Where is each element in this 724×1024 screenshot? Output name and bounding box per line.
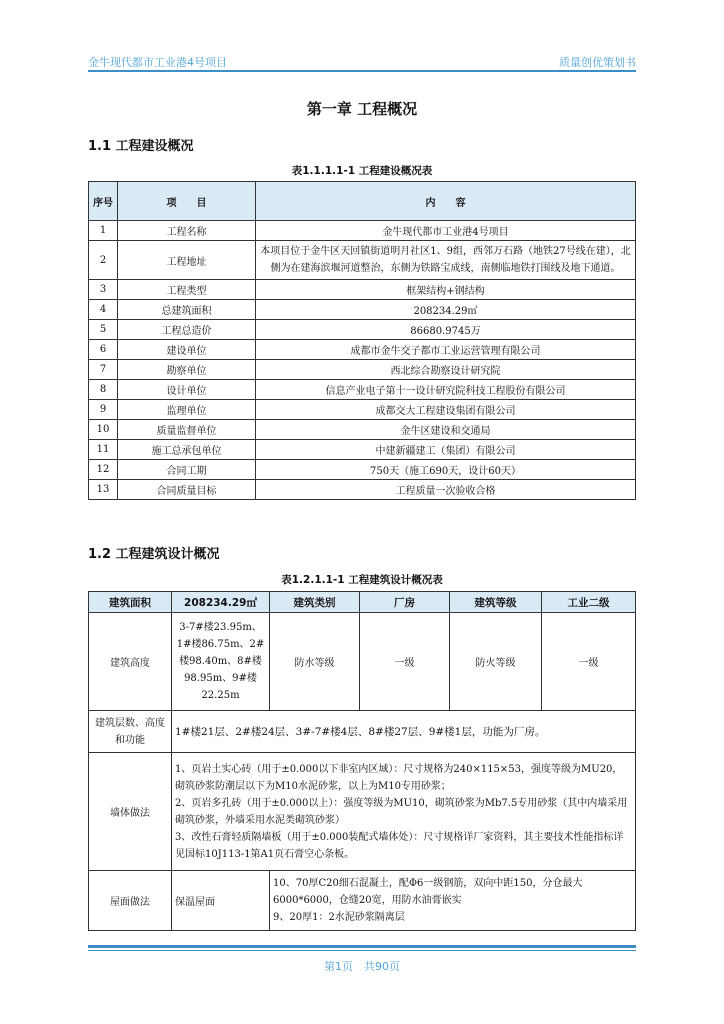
wall-label: 墙体做法: [89, 753, 172, 871]
height-label: 建筑高度: [89, 613, 172, 711]
row-content: 208234.29㎡: [256, 300, 636, 320]
row-index: 3: [89, 280, 118, 300]
wall-value: [172, 753, 636, 871]
row-item: 工程地址: [118, 241, 256, 280]
header-doc-title: 质量创优策划书: [559, 56, 636, 69]
table-row: [89, 320, 636, 340]
category-label: 建筑类别: [270, 592, 360, 613]
row-content: 750天（施工690天，设计60天）: [256, 460, 636, 480]
table-header-row: [89, 592, 636, 613]
table-row: [89, 300, 636, 320]
row-index: 2: [89, 241, 118, 280]
roof-label: 屋面做法: [89, 871, 172, 931]
floors-row: [89, 711, 636, 753]
chapter-title: 第一章 工程概况: [306, 100, 418, 118]
table-row: [89, 460, 636, 480]
row-item: 工程类型: [118, 280, 256, 300]
area-label: 建筑面积: [89, 592, 172, 613]
row-content: 成都交大工程建设集团有限公司: [256, 400, 636, 420]
floors-label: 建筑层数、高度和功能: [89, 711, 172, 753]
roof-row: [89, 871, 636, 931]
col-header-index: 序号: [89, 182, 118, 221]
page-header: [88, 54, 636, 68]
table-header-row: [89, 182, 636, 221]
row-item: 监理单位: [118, 400, 256, 420]
grade-value: 工业二级: [542, 592, 636, 613]
row-content: 西北综合勘察设计研究院: [256, 360, 636, 380]
row-index: 8: [89, 380, 118, 400]
roof-value: [270, 871, 636, 931]
row-content: 框架结构+钢结构: [256, 280, 636, 300]
fire-label: 防火等级: [450, 613, 542, 711]
grade-label: 建筑等级: [450, 592, 542, 613]
category-value: 厂房: [360, 592, 450, 613]
table2-caption: 表1.2.1.1-1 工程建筑设计概况表: [281, 574, 443, 586]
roof-sub-label: 保温屋面: [172, 871, 270, 931]
waterproof-label: 防水等级: [270, 613, 360, 711]
table-row: [89, 340, 636, 360]
height-row: [89, 613, 636, 711]
row-index: 11: [89, 440, 118, 460]
row-index: 6: [89, 340, 118, 360]
row-item: 工程总造价: [118, 320, 256, 340]
row-item: 勘察单位: [118, 360, 256, 380]
row-content: 信息产业电子第十一设计研究院科技工程股份有限公司: [256, 380, 636, 400]
wall-line-3: 3、改性石膏轻质隔墙板（用于±0.000装配式墙体处）：尺寸规格详厂家资料，其主要技术性能指标详见国标10J113-1第A1页石膏空心条板。: [175, 831, 624, 860]
wall-row: [89, 753, 636, 871]
height-value: 3-7#楼23.95m、1#楼86.75m、2#楼98.40m、8#楼98.95m、9#楼22.25m: [172, 613, 270, 711]
table1-caption: 表1.1.1.1-1 工程建设概况表: [291, 165, 433, 177]
col-header-content: 内 容: [256, 182, 636, 221]
row-index: 9: [89, 400, 118, 420]
table-row: [89, 480, 636, 500]
table-row: [89, 360, 636, 380]
floors-value: 1#楼21层、2#楼24层、3#-7#楼4层、8#楼27层、9#楼1层，功能为厂房。: [172, 711, 636, 753]
table-row: [89, 280, 636, 300]
section-title-1: 1.1 工程建设概况: [88, 139, 194, 154]
project-overview-table: [88, 181, 636, 500]
row-index: 13: [89, 480, 118, 500]
row-index: 12: [89, 460, 118, 480]
row-index: 10: [89, 420, 118, 440]
footer-divider: [88, 945, 636, 948]
row-item: 质量监督单位: [118, 420, 256, 440]
row-content: 86680.9745万: [256, 320, 636, 340]
row-item: 合同工期: [118, 460, 256, 480]
row-content: 金牛现代都市工业港4号项目: [256, 221, 636, 241]
page-number: 第1页 共90页: [324, 960, 400, 973]
row-item: 总建筑面积: [118, 300, 256, 320]
row-item: 建设单位: [118, 340, 256, 360]
roof-line-1: 10、70厚C20细石混凝土，配Φ6一级钢筋，双向中距150，分仓最大6000*6000，仓缝20宽，用防水油膏嵌实: [273, 878, 583, 906]
row-item: 施工总承包单位: [118, 440, 256, 460]
roof-line-2: 9、20厚1：2水泥砂浆隔离层: [273, 912, 405, 923]
fire-value: 一级: [542, 613, 636, 711]
wall-line-1: 1、页岩土实心砖（用于±0.000以下非室内区域）：尺寸规格为240×115×53，强度等级为MU20，砌筑砂浆防潮层以下为M10水泥砂浆，以上为M10专用砂浆；: [175, 763, 623, 792]
row-content: 金牛区建设和交通局: [256, 420, 636, 440]
row-item: 工程名称: [118, 221, 256, 241]
col-header-item: 项 目: [118, 182, 256, 221]
table-row: [89, 380, 636, 400]
header-divider: [88, 70, 636, 72]
row-item: 设计单位: [118, 380, 256, 400]
table-row: [89, 440, 636, 460]
footer-divider-thin: [88, 950, 636, 951]
row-content: 本项目位于金牛区天回镇街道明月社区1、9组，西邻万石路（地铁27号线在建），北侧为在建海滨堰河道整治，东侧为铁路宝成线，南侧临地铁打围线及地下通道。: [256, 241, 636, 280]
row-index: 5: [89, 320, 118, 340]
row-index: 7: [89, 360, 118, 380]
row-index: 4: [89, 300, 118, 320]
row-item: 合同质量目标: [118, 480, 256, 500]
wall-line-2: 2、页岩多孔砖（用于±0.000以上）：强度等级为MU10，砌筑砂浆为Mb7.5专用砂浆（其中内墙采用砌筑砂浆，外墙采用水泥类砌筑砂浆）: [175, 797, 628, 826]
row-index: 1: [89, 221, 118, 241]
design-overview-table: [88, 591, 636, 931]
area-value: 208234.29㎡: [172, 592, 270, 613]
table-row: [89, 400, 636, 420]
row-content: 中建新疆建工（集团）有限公司: [256, 440, 636, 460]
row-content: 成都市金牛交子都市工业运营管理有限公司: [256, 340, 636, 360]
section-title-2: 1.2 工程建筑设计概况: [88, 547, 220, 562]
header-project: 金牛现代都市工业港4号项目: [88, 56, 227, 69]
table-row: [89, 420, 636, 440]
table-row: [89, 241, 636, 280]
table-row: [89, 221, 636, 241]
row-content: 工程质量一次验收合格: [256, 480, 636, 500]
waterproof-value: 一级: [360, 613, 450, 711]
